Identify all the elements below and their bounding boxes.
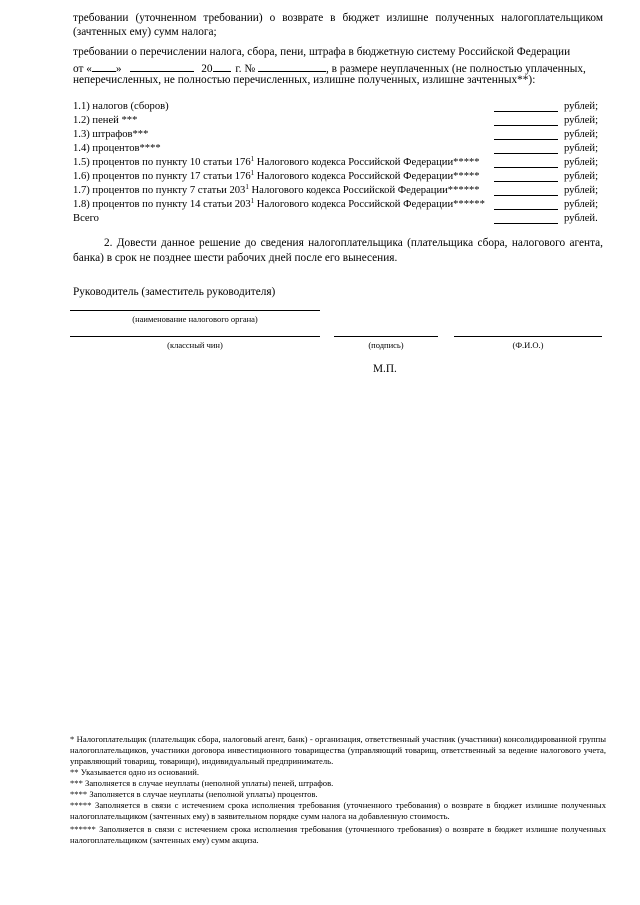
amount-row-label: 1.7) процентов по пункту 7 статьи $203^1$ Налогового кодекса Российской Федерации****** — [73, 183, 480, 196]
footnote-1: * Налогоплательщик (плательщик сбора, налоговый агент, банк) - организация, ответственный участник (участники) консолидированной группы налогоплательщиков, участники договора инвестиционного товарищества (управляющий товарищ, ответственный за ведение налогового учета, управляющий товарищ, товарищи), индивидуальный предприниматель. — [70, 734, 606, 766]
stamp-place: М.П. — [373, 363, 397, 375]
amount-row-label: Всего — [73, 213, 99, 224]
amount-row-label: 1.2) пеней *** — [73, 115, 138, 126]
amount-blank — [494, 167, 558, 168]
amount-unit: рублей; — [564, 199, 599, 210]
amount-blank — [494, 125, 558, 126]
amount-row-label: 1.3) штрафов*** — [73, 129, 149, 140]
sign-line — [334, 336, 438, 337]
amount-row-label: 1.5) процентов по пункту 10 статьи $176^1$ Налогового кодекса Российской Федерации***** — [73, 155, 480, 168]
amount-unit: рублей; — [564, 171, 599, 182]
day-blank — [92, 60, 116, 72]
amount-blank — [494, 195, 558, 196]
amount-row — [73, 142, 603, 155]
amount-row — [73, 100, 603, 113]
footnote-5: ***** Заполняется в связи с истечением срока исполнения требования (уточненного требования) о возврате в бюджет излишне полученных налогоплательщиком (зачтенных ему) в заявительном порядке сумм налога на добавленную стоимость. — [70, 800, 606, 821]
amount-unit: рублей; — [564, 115, 599, 126]
caption-sign: (подпись) — [368, 340, 404, 350]
intro-line1: требовании (уточненном требовании) о возврате в бюджет излишне полученных налогоплательщиком (зачтенных ему) сумм налога; — [73, 12, 603, 38]
amount-row-label: 1.6) процентов по пункту 17 статьи $176^1$ Налогового кодекса Российской Федерации***** — [73, 169, 480, 182]
date-quote-close: » — [115, 63, 122, 75]
amount-row — [73, 156, 603, 169]
amount-row-label: 1.4) процентов**** — [73, 143, 161, 154]
amount-unit: рублей; — [564, 143, 599, 154]
amount-unit: рублей; — [564, 101, 599, 112]
paragraph-2: 2. Довести данное решение до сведения налогоплательщика (плательщика сбора, налогового агента, банка) в срок не позднее шести рабочих дней после его вынесения. — [73, 237, 603, 264]
amount-unit: рублей; — [564, 157, 599, 168]
date-from-label: от « — [73, 63, 92, 75]
footnote-3: *** Заполняется в случае неуплаты (неполной уплаты) пеней, штрафов. — [70, 778, 334, 788]
footnote-4: **** Заполняется в случае неуплаты (неполной уплаты) процентов. — [70, 789, 318, 799]
intro-line2: требовании о перечислении налога, сбора, пени, штрафа в бюджетную систему Российской Федерации — [73, 46, 571, 58]
amount-unit: рублей; — [564, 185, 599, 196]
amount-row — [73, 184, 603, 197]
caption-fio: (Ф.И.О.) — [512, 340, 544, 350]
amount-row — [73, 198, 603, 211]
caption-rank: (классный чин) — [167, 340, 223, 350]
amount-blank — [494, 181, 558, 182]
caption-organ: (наименование налогового органа) — [132, 314, 258, 324]
amount-row-label: 1.1) налогов (сборов) — [73, 101, 169, 112]
amount-blank — [494, 223, 558, 224]
year-prefix: 20 — [201, 63, 213, 75]
amount-row — [73, 114, 603, 127]
rank-line — [70, 336, 320, 337]
amount-blank — [494, 209, 558, 210]
amount-blank — [494, 139, 558, 140]
number-label: г. № — [235, 63, 256, 75]
fio-line — [454, 336, 602, 337]
amount-blank — [494, 111, 558, 112]
signature-head: Руководитель (заместитель руководителя) — [73, 286, 276, 298]
number-blank — [258, 60, 326, 72]
amount-row-label: 1.8) процентов по пункту 14 статьи $203^1$ Налогового кодекса Российской Федерации****** — [73, 197, 485, 210]
organ-line — [70, 310, 320, 311]
year-blank — [213, 60, 231, 72]
amount-row — [73, 170, 603, 183]
month-blank — [130, 60, 194, 72]
intro-line4: неперечисленных, не полностью перечисленных, излишне полученных, излишне зачтенных**): — [73, 74, 536, 86]
amount-row — [73, 128, 603, 141]
amount-blank — [494, 153, 558, 154]
amount-row-total — [73, 212, 603, 225]
amount-unit: рублей; — [564, 129, 599, 140]
amount-unit: рублей. — [564, 213, 598, 224]
amount-clause: , в размере неуплаченных (не полностью уплаченных, — [325, 63, 586, 75]
footnote-6: ****** Заполняется в связи с истечением срока исполнения требования (уточненного требования) о возврате в бюджет излишне полученных налогоплательщиком (зачтенных ему) сумм акциза. — [70, 824, 606, 845]
footnote-2: ** Указывается одно из оснований. — [70, 767, 199, 777]
